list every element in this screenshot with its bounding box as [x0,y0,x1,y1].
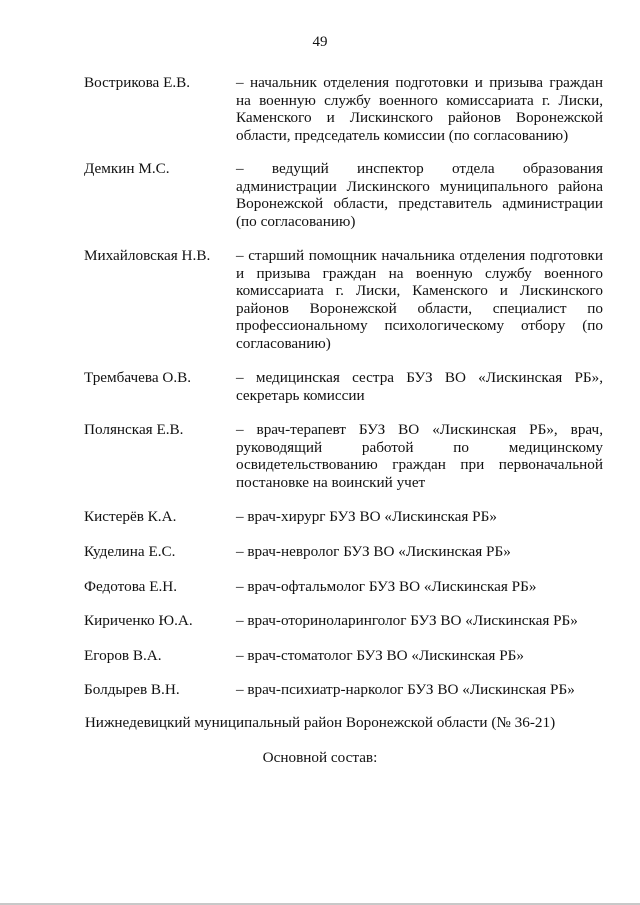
section-heading: Нижнедевицкий муниципальный район Воронежской области (№ 36-21) [84,714,556,731]
member-name: Куделина Е.С. [84,543,176,560]
member-name: Болдырев В.Н. [84,681,180,698]
member-role: – врач-невролог БУЗ ВО «Лискинская РБ» [236,543,511,560]
member-name: Егоров В.А. [84,647,162,664]
member-role: – врач-стоматолог БУЗ ВО «Лискинская РБ» [236,647,524,664]
member-name: Кириченко Ю.А. [84,612,193,629]
subheading: Основной состав: [262,749,378,766]
member-role: – врач-психиатр-нарколог БУЗ ВО «Лискинская РБ» [236,681,575,698]
member-role: – врач-терапевт БУЗ ВО «Лискинская РБ», врач, руководящий работой по медицинскому освидетельствованию граждан при первоначальной постановке на воинский учет [236,421,603,491]
member-name: Кистерёв К.А. [84,508,177,525]
member-role: – начальник отделения подготовки и призыва граждан на военную службу военного комиссариата г. Лиски, Каменского и Лискинского районов Воронежской области, председатель комиссии (по согласованию) [236,74,603,144]
member-name: Трембачева О.В. [84,369,192,386]
member-role: – врач-хирург БУЗ ВО «Лискинская РБ» [236,508,497,525]
page-number: 49 [312,34,328,50]
member-role: – врач-оториноларинголог БУЗ ВО «Лискинская РБ» [236,612,578,629]
member-role: – медицинская сестра БУЗ ВО «Лискинская РБ», секретарь комиссии [236,369,603,404]
member-name: Михайловская Н.В. [84,247,211,264]
member-name: Вострикова Е.В. [84,74,191,91]
member-role: – ведущий инспектор отдела образования администрации Лискинского муниципального района Воронежской области, представитель администрации (по согласованию) [236,160,603,230]
member-role: – старший помощник начальника отделения подготовки и призыва граждан на военную службу военного комиссариата г. Лиски, Каменского и Лискинского районов Воронежской области, специалист по профессиональному психологическому отбору (по согласованию) [236,247,603,352]
member-role: – врач-офтальмолог БУЗ ВО «Лискинская РБ» [236,578,537,595]
member-name: Федотова Е.Н. [84,578,178,595]
member-name: Полянская Е.В. [84,421,184,438]
member-name: Демкин М.С. [84,160,170,177]
